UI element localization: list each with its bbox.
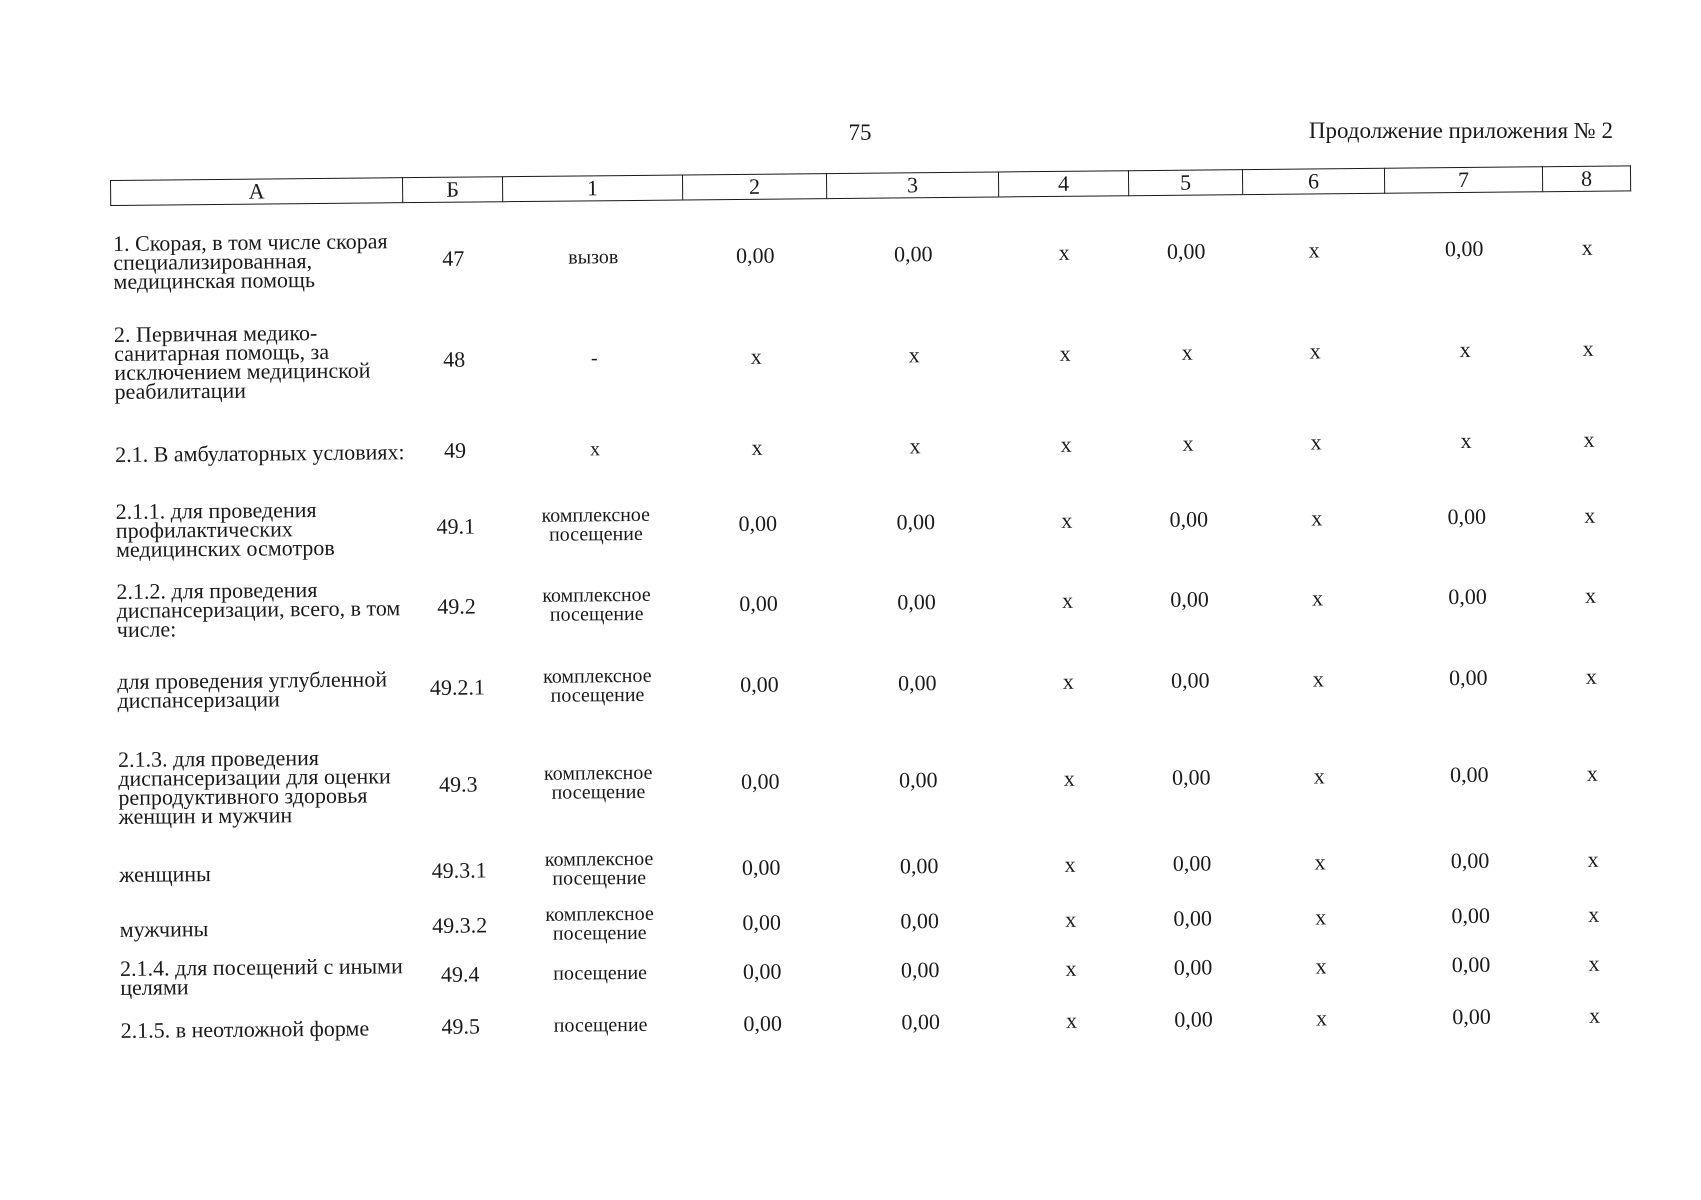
row-unit-cell: посещение — [553, 1013, 648, 1037]
row-col3-cell: 0,00 — [901, 1009, 940, 1035]
column-header-5: 5 — [1128, 170, 1242, 196]
row-col3-cell: 0,00 — [896, 509, 936, 535]
row-name-cell: 2.1.5. в неотложной форме — [120, 1015, 370, 1043]
row-col7-cell: 0,00 — [1451, 951, 1491, 978]
page-number: 75 — [848, 120, 872, 145]
row-col6-cell: х — [1313, 763, 1325, 789]
row-code-cell: 49.3 — [438, 771, 478, 797]
row-col7-cell: 0,00 — [1447, 503, 1487, 530]
row-col6-cell: х — [1312, 666, 1324, 692]
row-col5-cell: 0,00 — [1166, 238, 1206, 264]
row-col6-cell: х — [1311, 585, 1324, 611]
row-col8-cell: х — [1581, 234, 1593, 260]
row-col8-cell: х — [1584, 582, 1597, 608]
row-unit-cell: комплексное посещение — [543, 761, 653, 804]
column-header-6: 6 — [1242, 168, 1384, 194]
row-col4-cell: х — [1061, 507, 1073, 533]
row-col5-cell: 0,00 — [1173, 905, 1213, 931]
row-col2-cell: х — [750, 343, 762, 369]
row-col5-cell: 0,00 — [1170, 667, 1210, 693]
table-row — [115, 635, 1636, 732]
row-col8-cell: х — [1586, 760, 1598, 786]
column-header-7: 7 — [1384, 167, 1542, 194]
row-col4-cell: х — [1064, 851, 1076, 877]
row-name-cell: 2.1.4. для посещений с иными целями — [119, 953, 403, 1000]
row-col7-cell: х — [1460, 427, 1472, 454]
row-col3-cell: 0,00 — [899, 853, 939, 879]
row-col7-cell: 0,00 — [1450, 847, 1490, 874]
row-col7-cell: 0,00 — [1449, 761, 1489, 788]
table-row — [112, 293, 1633, 418]
row-col2-cell: 0,00 — [743, 1010, 782, 1036]
row-col5-cell: 0,00 — [1172, 850, 1212, 876]
row-name-cell: 2. Первичная медико-санитарная помощь, за исключением медицинской реабилитации — [113, 320, 371, 404]
row-col2-cell: 0,00 — [738, 510, 778, 536]
row-col7-cell: 0,00 — [1444, 235, 1484, 262]
row-col6-cell: х — [1314, 849, 1326, 875]
row-col3-cell: 0,00 — [897, 589, 936, 615]
row-code-cell: 49.2 — [437, 593, 476, 619]
row-col8-cell: х — [1584, 502, 1596, 528]
row-unit-cell: вызов — [568, 245, 619, 269]
row-name-cell: для проведения углубленной диспансеризации — [117, 666, 388, 713]
row-col4-cell: х — [1059, 340, 1071, 366]
row-col2-cell: 0,00 — [735, 242, 775, 268]
row-unit-cell: комплексное посещение — [542, 583, 651, 626]
row-col7-cell: 0,00 — [1451, 902, 1490, 929]
row-col3-cell: 0,00 — [900, 957, 940, 983]
row-col3-cell: 0,00 — [897, 670, 937, 696]
row-col3-cell: х — [909, 433, 921, 459]
row-name-cell: 2.1.2. для проведения диспансеризации, всего, в том числе: — [116, 576, 401, 642]
column-header-3: 3 — [826, 172, 998, 199]
row-unit-cell: комплексное посещение — [545, 902, 654, 945]
row-col8-cell: х — [1585, 663, 1597, 689]
column-header-8: 8 — [1542, 166, 1630, 192]
row-col4-cell: х — [1058, 239, 1070, 265]
data-table-container — [110, 165, 1638, 1058]
table-body — [111, 191, 1639, 1058]
row-col4-cell: х — [1065, 906, 1077, 932]
row-col5-cell: 0,00 — [1169, 506, 1209, 532]
row-unit-cell: комплексное посещение — [541, 503, 651, 546]
row-col6-cell: х — [1311, 505, 1323, 531]
row-code-cell: 49.3.2 — [432, 912, 488, 938]
table-row — [116, 717, 1637, 844]
table-row — [113, 475, 1634, 570]
row-col4-cell: х — [1062, 668, 1074, 694]
row-unit-cell: комплексное посещение — [544, 847, 654, 890]
row-col7-cell: 0,00 — [1448, 583, 1487, 610]
row-col6-cell: х — [1315, 1005, 1328, 1031]
row-unit-cell: - — [590, 346, 598, 369]
row-unit-cell: комплексное посещение — [542, 664, 652, 707]
data-table — [110, 165, 1639, 1058]
row-name-cell: мужчины — [119, 915, 209, 942]
row-code-cell: 49.2.1 — [429, 674, 486, 700]
row-code-cell: 47 — [442, 245, 465, 271]
row-name-cell: женщины — [119, 860, 211, 887]
row-col6-cell: х — [1315, 953, 1327, 979]
row-col7-cell: х — [1459, 336, 1471, 363]
row-col6-cell: х — [1309, 338, 1321, 364]
row-name-cell: 1. Скорая, в том числе скорая специализированная, медицинская помощь — [112, 227, 388, 294]
row-col2-cell: 0,00 — [742, 958, 782, 984]
row-col8-cell: х — [1588, 950, 1600, 976]
row-col3-cell: х — [908, 342, 920, 368]
column-header-2: 2 — [682, 174, 826, 200]
row-col2-cell: 0,00 — [740, 768, 780, 794]
row-code-cell: 49.1 — [436, 513, 476, 539]
row-name-cell: 2.1.3. для проведения диспансеризации для оценки репродуктивного здоровья женщин и мужчин — [117, 745, 391, 829]
row-col8-cell: х — [1583, 426, 1595, 452]
row-col7-cell: 0,00 — [1448, 664, 1488, 691]
row-col6-cell: х — [1315, 904, 1327, 930]
row-col5-cell: 0,00 — [1174, 1006, 1213, 1032]
row-code-cell: 48 — [443, 346, 466, 372]
row-col4-cell: х — [1061, 587, 1074, 613]
row-col8-cell: х — [1588, 1002, 1601, 1028]
row-col5-cell: 0,00 — [1173, 954, 1213, 980]
row-code-cell: 49.3.1 — [431, 857, 487, 883]
row-col8-cell: х — [1587, 901, 1600, 927]
row-col2-cell: 0,00 — [742, 909, 782, 935]
appendix-continuation-label: Продолжение приложения № 2 — [1308, 118, 1613, 143]
row-col3-cell: 0,00 — [893, 241, 933, 267]
row-col4-cell: х — [1060, 431, 1072, 457]
column-header-a: А — [111, 178, 403, 206]
row-col2-cell: 0,00 — [741, 854, 781, 880]
row-col3-cell: 0,00 — [900, 908, 940, 934]
row-col7-cell: 0,00 — [1452, 1003, 1491, 1030]
row-col4-cell: х — [1065, 1007, 1078, 1033]
row-col5-cell: 0,00 — [1170, 586, 1209, 612]
row-col6-cell: х — [1308, 237, 1320, 263]
row-col2-cell: 0,00 — [739, 590, 778, 616]
row-name-cell: 2.1.1. для проведения профилактических медицинских осмотров — [115, 496, 335, 562]
row-unit-cell: х — [589, 437, 601, 460]
row-col4-cell: х — [1063, 765, 1075, 791]
row-col4-cell: х — [1065, 955, 1077, 981]
row-unit-cell: посещение — [553, 961, 648, 985]
row-code-cell: 49.5 — [441, 1013, 481, 1039]
column-header-b: Б — [402, 177, 502, 203]
row-col8-cell: х — [1582, 335, 1594, 361]
row-col6-cell: х — [1310, 429, 1322, 455]
row-col8-cell: х — [1587, 846, 1599, 872]
row-col3-cell: 0,00 — [898, 767, 938, 793]
row-col5-cell: 0,00 — [1171, 764, 1211, 790]
column-header-4: 4 — [998, 171, 1128, 197]
table-row — [114, 555, 1635, 650]
row-code-cell: 49 — [443, 437, 467, 463]
row-col2-cell: х — [751, 434, 763, 460]
row-name-cell: 2.1. В амбулаторных условиях: — [115, 438, 405, 467]
column-header-1: 1 — [502, 175, 682, 202]
row-code-cell: 49.4 — [440, 961, 480, 987]
row-col2-cell: 0,00 — [740, 671, 779, 697]
row-col5-cell: х — [1181, 339, 1193, 365]
row-col5-cell: х — [1182, 430, 1194, 456]
table-row — [111, 201, 1632, 308]
